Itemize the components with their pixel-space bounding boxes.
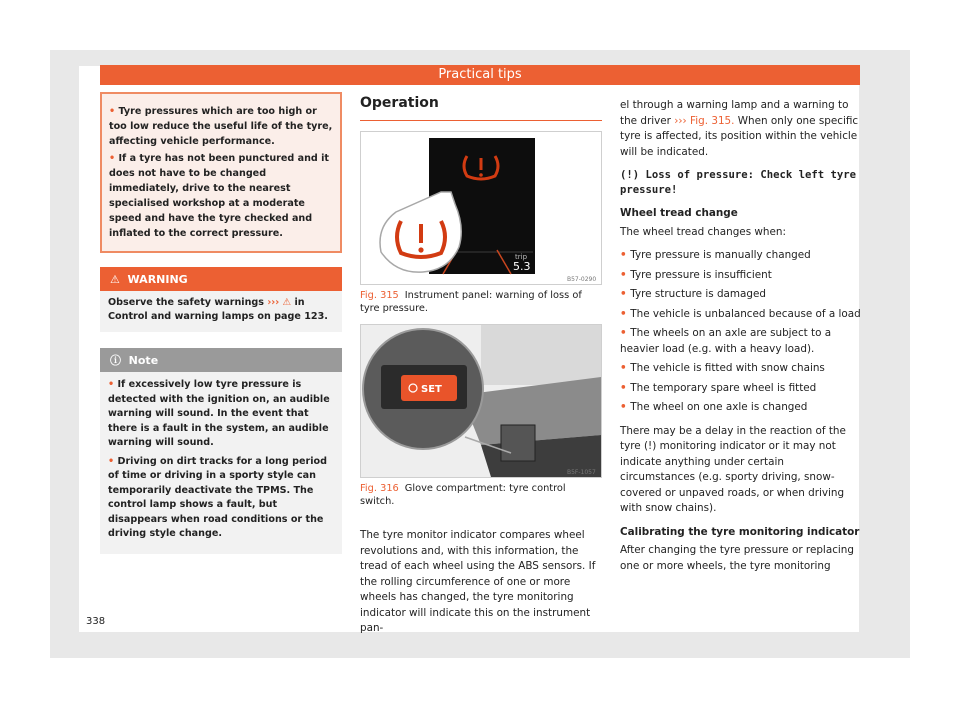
right-column [620,98,862,582]
warning-header: ⚠ WARNING [100,269,342,291]
warning-triangle-icon: ⚠ [110,273,120,286]
figure-code: B57-0290 [567,276,597,283]
bullet-icon: • [620,268,631,281]
bullet-icon: • [108,455,118,467]
list-item: • The wheel on one axle is changed [620,401,808,413]
glove-compartment-illustration [361,325,601,477]
tyre-pressure-icon: (!) [620,169,640,181]
chapter-header: Practical tips [100,65,860,85]
warning-box [100,267,342,332]
list-item: • The vehicle is unbalanced because of a load [620,307,861,320]
bullet-icon: • [109,106,119,117]
trip-value: 5.3 [513,260,531,273]
instrument-panel-illustration [361,132,601,284]
list-item: • The temporary spare wheel is fitted [620,381,817,394]
section-title: Operation [360,92,602,121]
calibration-heading: Calibrating the tyre monitoring indicator [620,525,860,538]
tread-list [620,248,862,416]
delay-paragraph: There may be a delay in the reaction of the tyre (!) monitoring indicator or it may not indicate anything under certain circumstances (e.g. sporty driving, snow-covered or unpaved roads, or when driving with snow chains). [620,424,846,514]
list-item: • Tyre pressure is insufficient [620,268,772,281]
note-header: ⓘ Note [100,350,342,372]
set-button-label: SET [421,384,442,395]
figure-instrument-panel [360,131,602,285]
list-item: • Tyre structure is damaged [620,288,766,300]
bullet-icon: • [620,249,631,261]
display-message: (!) Loss of pressure: Check left tyre pressure! [620,169,857,196]
cross-reference-link[interactable]: ››› ⚠ [267,297,292,308]
figure-caption: Fig. 316 Glove compartment: tyre control switch. [360,483,566,507]
tyre-pressure-icon: (!) [643,440,657,452]
trip-label: trip [515,253,528,261]
note-body [100,372,342,554]
list-item: • The vehicle is fitted with snow chains [620,362,825,374]
list-item: • The wheels on an axle are subject to a heavier load (e.g. with a heavy load). [620,327,832,355]
left-column [100,92,342,554]
list-item: • Tyre pressure is manually changed [620,249,811,261]
bullet-icon: • [109,153,119,164]
note-box [100,348,342,554]
body-paragraph: The tyre monitor indicator compares wheel revolutions and, with this information, the tread of each wheel using the ABS sensors. If the rolling circumference of one or more wheels has changed, the tyre monitoring indicator will indicate this on the instrument pan- [360,529,596,634]
warning-triangle-icon: ⚠ [282,297,292,308]
figure-reference-link[interactable]: ››› Fig. 315. [674,114,735,127]
bullet-icon: • [620,327,631,339]
bullet-icon: • [108,379,118,390]
bullet-icon: • [620,362,631,374]
tread-heading: Wheel tread change [620,207,738,219]
calibration-paragraph: After changing the tyre pressure or replacing one or more wheels, the tyre monitoring [620,544,854,572]
intro-paragraph: el through a warning lamp and a warning to the driver ››› Fig. 315. When only one specific tyre is affected, its position within the vehicle will be indicated. [620,99,859,158]
info-icon: ⓘ [110,354,121,367]
note-item: • Driving on dirt tracks for a long period of time or driving in a sporty style can temporarily deactivate the TPMS. The control lamp shows a fault, but disappears when road conditions or the driving style change. [108,455,327,539]
figure-glove-compartment [360,324,602,478]
figure-code: B5F-1057 [567,469,596,476]
bullet-icon: • [620,288,631,300]
warning-body: Observe the safety warnings ››› ⚠ in Control and warning lamps on page 123. [108,297,328,322]
bullet-icon: • [620,381,631,394]
bullet-icon: • [620,401,631,413]
info-item: • If a tyre has not been punctured and it does not have to be changed immediately, drive to the nearest specialised workshop at a moderate speed and have the tyre checked and inflated to the correct pressure. [109,153,330,239]
info-box [100,92,342,253]
bullet-icon: • [620,307,631,320]
page-number: 338 [86,616,106,627]
figure-caption: Fig. 315 Instrument panel: warning of loss of tyre pressure. [360,290,582,314]
info-item: • Tyre pressures which are too high or too low reduce the useful life of the tyre, affecting vehicle performance. [109,106,333,147]
tread-intro: The wheel tread changes when: [620,225,786,238]
note-item: • If excessively low tyre pressure is detected with the ignition on, an audible warning will sound. In the event that there is a fault in the system, an audible warning will sound. [108,379,330,448]
middle-column [360,92,602,637]
